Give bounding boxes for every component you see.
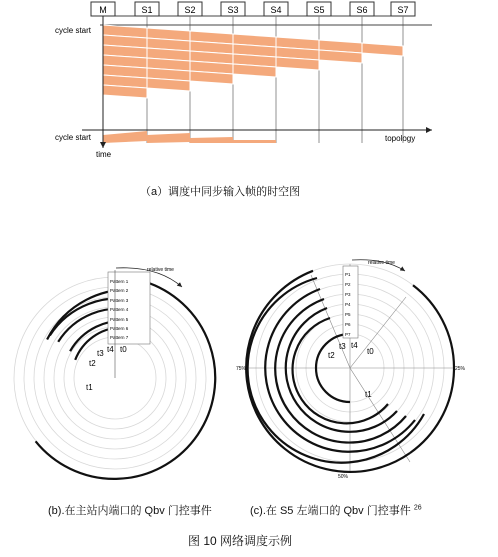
gate-clock-master	[14, 267, 216, 479]
station-label-s6: S6	[356, 5, 368, 15]
pattern-label: P4	[345, 302, 351, 307]
gate-clock-s5	[236, 260, 466, 480]
pattern-label: Pattern 6	[110, 326, 129, 331]
station-label-s1: S1	[141, 5, 153, 15]
station-box-s1	[135, 2, 159, 16]
event-label-t1: t1	[86, 383, 93, 392]
caption-c	[250, 502, 422, 518]
relative-time-label: relative time	[147, 267, 174, 273]
figure-caption: 图 10 网络调度示例	[188, 534, 293, 548]
station-label-m: M	[99, 5, 107, 15]
station-box-s5	[307, 2, 331, 16]
station-box-m	[91, 2, 115, 16]
station-box-s3	[221, 2, 245, 16]
pattern-label: P2	[345, 282, 351, 287]
event-label-t3: t3	[339, 342, 346, 351]
pattern-label: Pattern 3	[110, 298, 129, 303]
station-box-s7	[391, 2, 415, 16]
percent-label-75: 75%	[236, 366, 247, 372]
frame-bars	[103, 25, 403, 98]
station-box-s2	[178, 2, 202, 16]
relative-time-label: relative time	[368, 260, 395, 266]
station-labels	[91, 2, 415, 16]
station-box-s4	[264, 2, 288, 16]
pattern-label: Pattern 2	[110, 288, 129, 293]
pattern-label: Pattern 7	[110, 335, 129, 340]
pattern-label: P5	[345, 312, 351, 317]
caption-c-text: (c).在 S5 左端口的 Qbv 门控事件	[250, 505, 411, 517]
cycle-start-top-label: cycle start	[55, 26, 92, 35]
time-space-diagram	[55, 2, 432, 159]
event-label-t4: t4	[107, 345, 114, 354]
event-label-t2: t2	[328, 351, 335, 360]
cycle-start-bottom-label: cycle start	[55, 133, 92, 142]
event-label-t0: t0	[367, 347, 374, 356]
event-labels	[86, 345, 127, 392]
station-label-s4: S4	[270, 5, 282, 15]
event-label-t2: t2	[89, 359, 96, 368]
pattern-label: Pattern 5	[110, 317, 129, 322]
next-cycle-frames	[103, 131, 276, 143]
station-label-s3: S3	[227, 5, 239, 15]
percent-label-25: 25%	[455, 366, 466, 372]
event-label-t3: t3	[97, 349, 104, 358]
percent-label-50: 50%	[338, 474, 349, 480]
pattern-label: Pattern 1	[110, 279, 129, 284]
station-label-s2: S2	[184, 5, 196, 15]
caption-b: (b).在主站内端口的 Qbv 门控事件	[48, 505, 212, 517]
pattern-label: P3	[345, 292, 351, 297]
topology-axis-label: topology	[385, 134, 416, 143]
station-label-s7: S7	[397, 5, 409, 15]
pattern-column	[108, 272, 150, 344]
station-label-s5: S5	[313, 5, 325, 15]
time-axis-label: time	[96, 150, 112, 159]
pattern-label: P6	[345, 322, 351, 327]
pattern-label: P7	[345, 332, 351, 337]
caption-c-ref: 26	[413, 504, 422, 512]
event-label-t0: t0	[120, 345, 127, 354]
event-label-t1: t1	[365, 390, 372, 399]
pattern-column	[343, 266, 358, 338]
caption-a: （a）调度中同步输入帧的时空图	[140, 186, 301, 198]
pattern-label: Pattern 4	[110, 307, 129, 312]
pattern-label: P1	[345, 272, 351, 277]
station-box-s6	[350, 2, 374, 16]
event-label-t4: t4	[351, 341, 358, 350]
